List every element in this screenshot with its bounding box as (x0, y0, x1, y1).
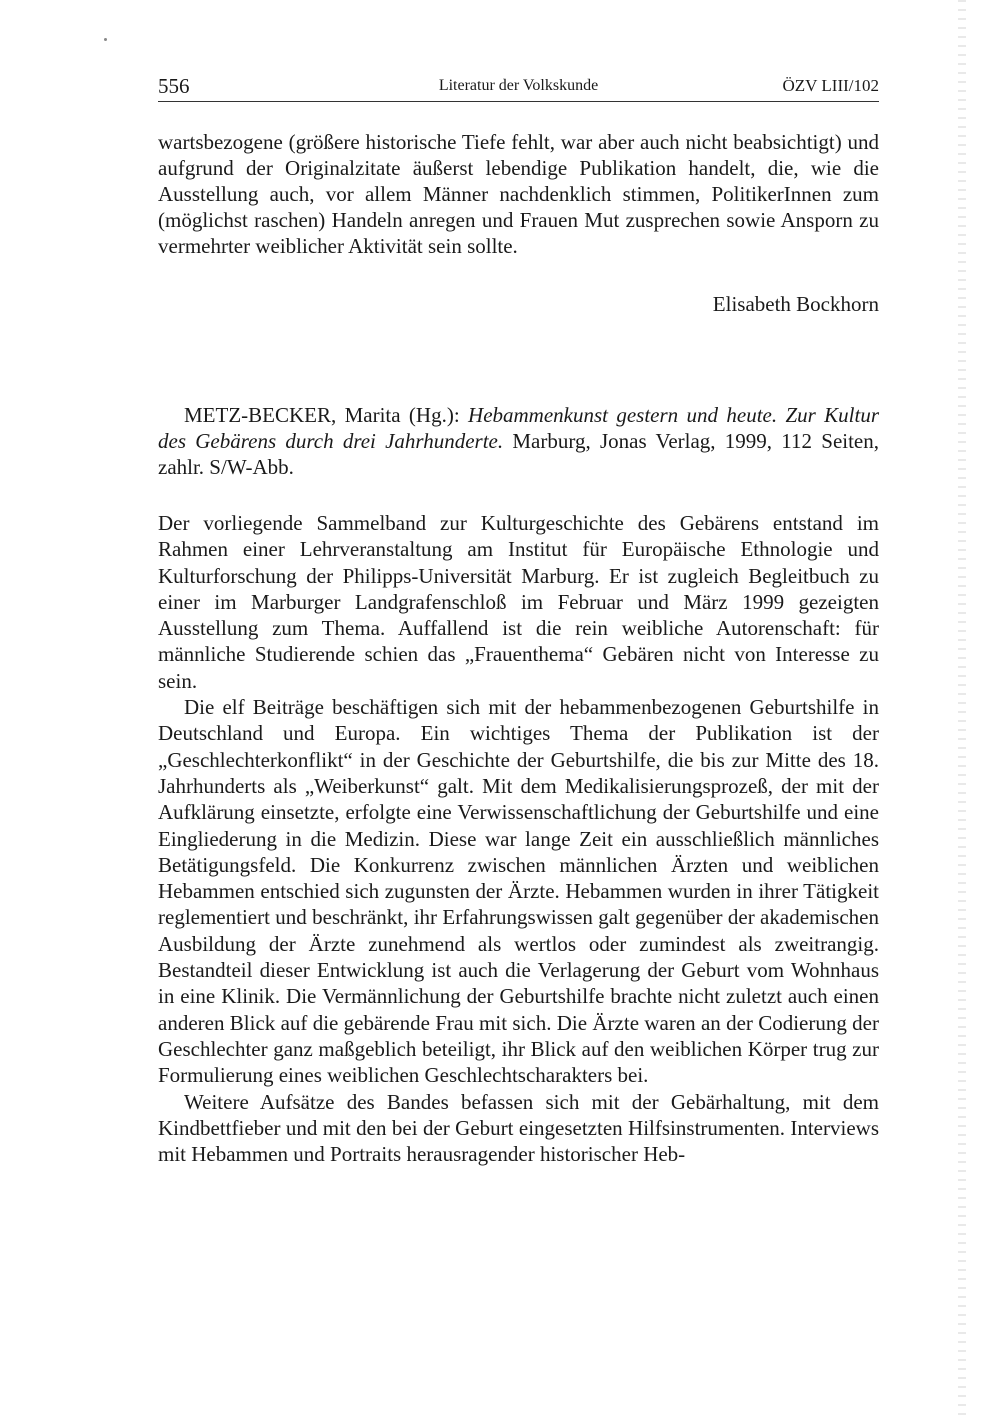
running-title: Literatur der Volkskunde (438, 77, 599, 94)
scan-speck (104, 38, 107, 41)
scan-margin-marks (958, 0, 966, 1415)
reviewer-signature: Elisabeth Bockhorn (712, 292, 879, 316)
book-title: Hebammenkunst gestern und heute. Zur Kultur des Gebärens durch drei Jahrhunderte. (158, 403, 880, 453)
book-author: METZ-BECKER, Marita (Hg.): (184, 403, 460, 427)
journal-reference: ÖZV LIII/102 (782, 76, 879, 95)
review-paragraph: Weitere Aufsätze des Bandes befassen sich mit der Gebärhaltung, mit dem Kindbettfieber und mit den bei der Geburt eingesetzten Hilfsinstrumenten. Interviews mit Hebammen und Portraits herausragender historischer Heb- (158, 1089, 879, 1167)
header-rule (158, 101, 879, 102)
review-paragraph: Die elf Beiträge beschäftigen sich mit der hebammenbezogenen Geburtshilfe in Deutschland und Europa. Ein wichtiges Thema der Publikation ist der „Geschlechterkonflikt“ in der Geschichte der Geburtshilfe, die bis zur Mitte des 18. Jahrhunderts als „Weiberkunst“ galt. Mit dem Medikalisierungsprozeß, der mit der Aufklärung einsetzte, erfolgte eine Verwissenschaftlichung der Geburtshilfe und eine Eingliederung in die Medizin. Diese war lange Zeit ein ausschließlich männliches Betätigungsfeld. Die Konkurrenz zwischen männlichen Ärzten und weiblichen Hebammen entschied sich zugunsten der Ärzte. Hebammen wurden in ihrer Tätigkeit reglementiert und beschränkt, ihr Erfahrungswissen galt gegenüber der akademischen Ausbildung der Ärzte zunehmend als wertlos oder zumindest als zweitrangig. Bestandteil dieser Entwicklung ist auch die Verlagerung der Geburt vom Wohnhaus in eine Klinik. Die Vermännlichung der Geburtshilfe brachte nicht zuletzt auch einen anderen Blick auf die gebärende Frau mit sich. Die Ärzte waren an der Codierung der Geschlechter ganz maßgeblich beteiligt, ihr Blick auf den weiblichen Körper trug zur Formulierung eines weiblichen Geschlechtscharakters bei. (158, 695, 879, 1088)
previous-review-text (158, 129, 879, 259)
book-publication: Marburg, Jonas Verlag, 1999, 112 Seiten, zahlr. S/W-Abb. (158, 429, 880, 479)
previous-review-paragraph: wartsbezogene (größere historische Tiefe fehlt, war aber auch nicht beabsichtigt) und aufgrund der Originalzitate äußerst lebendige Publikation handelt, die, wie die Ausstellung auch, vor allem Männer nachdenklich stimmen, PolitikerInnen zum (möglichst raschen) Handeln anregen und Frauen Mut zusprechen sowie Ansporn zu vermehrter weiblicher Aktivität sein sollte. (158, 130, 879, 258)
review-paragraph: Der vorliegende Sammelband zur Kulturgeschichte des Gebärens entstand im Rahmen einer Lehrveranstaltung am Institut für Europäische Ethnologie und Kulturforschung der Philipps-Universität Marburg. Er ist zugleich Begleitbuch zu einer im Marburger Landgrafenschloß im Februar und März 1999 gezeigten Ausstellung zum Thema. Auffallend ist die rein weibliche Autorenschaft: für männliche Studierende schien das „Frauenthema“ Gebären nicht von Interesse zu sein. (158, 511, 879, 693)
book-entry (158, 402, 879, 480)
page-number: 556 (158, 74, 190, 98)
review-body (158, 510, 879, 1167)
running-header (158, 74, 879, 98)
